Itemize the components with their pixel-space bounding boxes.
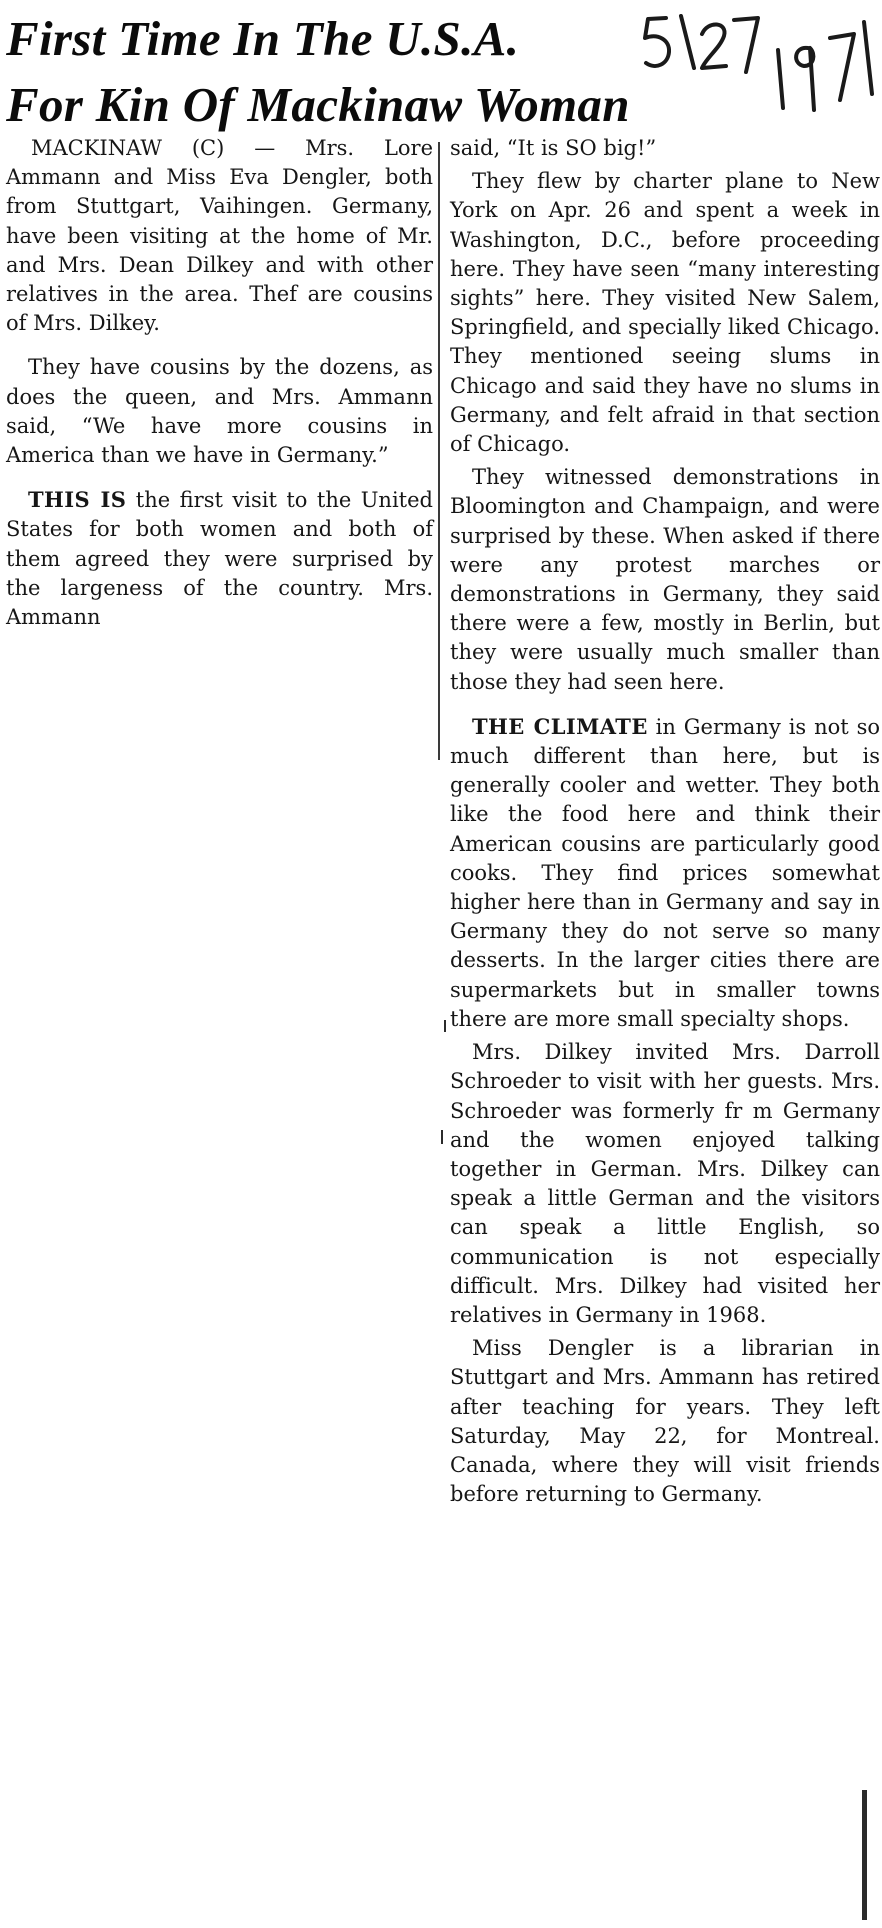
paragraph-schroeder: Mrs. Dilkey invited Mrs. Darroll Schroeder to visit with her guests. Mrs. Schroeder was formerly fr m Germany and the women enjoyed talking together in German. Mrs. Dilkey can speak a little German and the visitors can speak a little English, so communication is not especially difficult. Mrs. Dilkey had visited her relatives in Germany in 1968. <box>450 1040 880 1327</box>
paragraph-travel: They flew by charter plane to New York on Apr. 26 and spent a week in Washington, D.C., before proceeding here. They have seen “many interesting sights” here. They visited New Salem, Springfield, and specially liked Chicago. They mentioned seeing slums in Chicago and said they have no slums in Germany, and felt afraid in that section of Chicago. <box>450 169 880 457</box>
column-rule <box>438 142 440 760</box>
kicker-this-is: THIS IS <box>28 487 127 513</box>
handwritten-digit-2 <box>702 24 726 68</box>
paragraph-climate-text: in Germany is not so much different than here, but is generally cooler and wetter. They both like the food here and think their American cousins are particularly good cooks. They find prices somewhat higher here than in Germany and say in Germany they do not serve so many desserts. In the larger cities there are supermarkets but in smaller towns there are more small specialty shops. <box>450 714 881 1031</box>
headline-line-1: First Time In The U.S.A. <box>6 11 520 66</box>
handwritten-digit-5 <box>645 18 669 66</box>
paragraph-cousins: They have cousins by the dozens, as does the queen, and Mrs. Ammann said, “We have more cousins in America than we have in Germany.” <box>6 355 433 468</box>
paragraph-dateline: MACKINAW (C) — Mrs. Lore Ammann and Miss Eva Dengler, both from Stuttgart, Vaihingen. Germany, have been visiting at the home of Mr. and Mrs. Dean Dilkey and with other relatives in the area. Thef are cousins of Mrs. Dilkey. <box>6 136 433 336</box>
paragraph-continuation: said, “It is SO big!” <box>450 136 657 160</box>
headline-line-2: For Kin Of Mackinaw Woman <box>6 77 630 132</box>
print-speck <box>441 1130 443 1144</box>
handwritten-year-7 <box>830 34 854 100</box>
handwritten-year-1b <box>864 22 872 94</box>
print-speck <box>862 1790 867 1920</box>
handwritten-digit-7 <box>734 18 758 72</box>
paragraph-demonstrations: They witnessed demonstrations in Bloomington and Champaign, and were surprised by these. When asked if there were any protest marches or demonstrations in Germany, they said there were a few, mostly in Berlin, but they were usually much smaller than those they had seen here. <box>450 465 880 694</box>
article-left-column <box>6 134 433 632</box>
handwritten-year-1a <box>778 50 783 108</box>
paragraph-departure: Miss Dengler is a librarian in Stuttgart and Mrs. Ammann has retired after teaching for years. They left Saturday, May 22, for Montreal. Canada, where they will visit friends before returning to Germany. <box>450 1336 880 1507</box>
kicker-the-climate: THE CLIMATE <box>472 713 648 739</box>
paragraph-climate <box>450 712 880 1034</box>
paragraph-first-visit-text: the first visit to the United States for both women and both of them agreed they were surprised by the largeness of the country. Mrs. Ammann <box>6 488 433 630</box>
handwritten-slash <box>681 16 694 68</box>
handwritten-year-9 <box>796 48 814 110</box>
paragraph-first-visit <box>6 485 433 632</box>
article-right-column <box>450 134 880 1509</box>
handwritten-date <box>618 14 880 134</box>
print-speck <box>444 1020 446 1032</box>
